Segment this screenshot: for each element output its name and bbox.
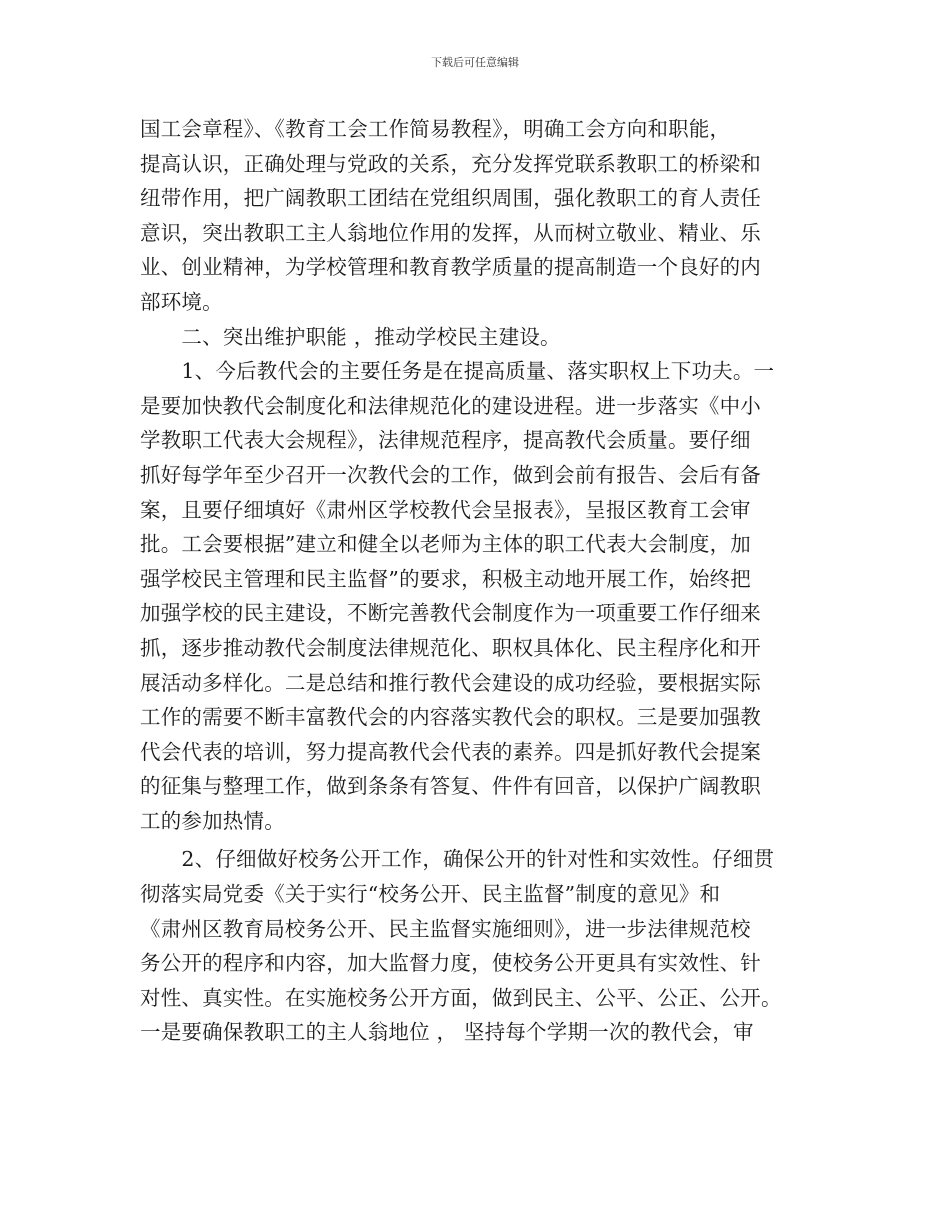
document-body <box>140 112 810 1050</box>
text-line: 国工会章程》、《教育工会工作简易教程》，明确工会方向和职能， <box>140 117 731 141</box>
text-line: 1、今后教代会的主要任务是在提高质量、落实职权上下功夫。一 <box>140 359 775 384</box>
text-line: 抓，逐步推动教代会制度法律规范化、职权具体化、民主程序化和开 <box>140 635 761 660</box>
text-line: 务公开的程序和内容，加大监督力度，使校务公开更具有实效性、针 <box>140 951 761 976</box>
text-line: 2、仔细做好校务公开工作，确保公开的针对性和实效性。仔细贯 <box>140 847 775 872</box>
text-line: 案，且要仔细填好《肃州区学校教代会呈报表》，呈报区教育工会审 <box>140 497 751 522</box>
text-line: 是要加快教代会制度化和法律规范化的建设进程。进一步落实《中小 <box>140 393 761 418</box>
text-line: 强学校民主管理和民主监督”的要求，积极主动地开展工作，始终把 <box>140 566 751 591</box>
text-line: 工作的需要不断丰富教代会的内容落实教代会的职权。三是要加强教 <box>140 705 761 730</box>
section-heading: 二、突出维护职能 ，推动学校民主建设。 <box>140 324 561 349</box>
text-line: 业、创业精神，为学校管理和教育教学质量的提高制造一个良好的内 <box>140 255 761 280</box>
text-line: 展活动多样化。二是总结和推行教代会建设的成功经验，要根据实际 <box>140 670 761 695</box>
text-line: 部环境。 <box>140 289 223 314</box>
text-line: 彻落实局党委《关于实行“校务公开、民主监督”制度的意见》和 <box>140 882 721 907</box>
page-header: 下载后可任意编辑 <box>431 56 519 69</box>
text-line: 工的参加热情。 <box>140 808 285 833</box>
text-line: 批。工会要根据”建立和健全以老师为主体的职工代表大会制度，加 <box>140 532 751 557</box>
text-line: 抓好每学年至少召开一次教代会的工作，做到会前有报告、会后有备 <box>140 462 761 487</box>
text-line: 《肃州区教育局校务公开、民主监督实施细则》，进一步法律规范校 <box>140 916 751 941</box>
text-line: 提高认识，正确处理与党政的关系，充分发挥党联系教职工的桥梁和 <box>140 151 761 176</box>
text-line: 学教职工代表大会规程》，法律规范程序，提高教代会质量。要仔细 <box>140 428 751 453</box>
text-line: 纽带作用，把广阔教职工团结在党组织周围，强化教职工的育人责任 <box>140 186 761 211</box>
text-line: 对性、真实性。在实施校务公开方面，做到民主、公平、公正、公开。 <box>140 985 782 1010</box>
text-line: 加强学校的民主建设，不断完善教代会制度作为一项重要工作仔细来 <box>140 601 761 626</box>
text-line: 的征集与整理工作，做到条条有答复、件件有回音，以保护广阔教职 <box>140 774 761 799</box>
text-line: 意识，突出教职工主人翁地位作用的发挥，从而树立敬业、精业、乐 <box>140 220 761 245</box>
text-line: 一是要确保教职工的主人翁地位 ， 坚持每个学期一次的教代会，审 <box>140 1020 754 1045</box>
text-line: 代会代表的培训，努力提高教代会代表的素养。四是抓好教代会提案 <box>140 739 761 764</box>
